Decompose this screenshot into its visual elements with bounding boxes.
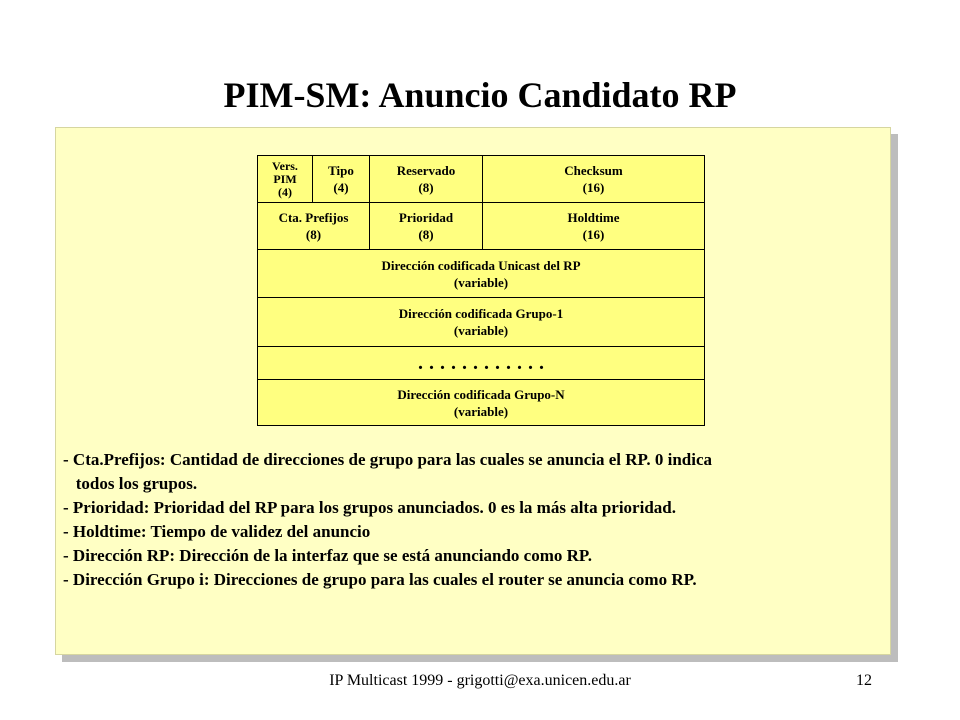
field-reserved bbox=[369, 155, 483, 203]
field-group-1-size: (variable) bbox=[453, 323, 509, 338]
footer-text: IP Multicast 1999 - grigotti@exa.unicen.edu.ar bbox=[329, 672, 631, 689]
page-number: 12 bbox=[856, 672, 872, 689]
description-line: - Dirección Grupo i: Direcciones de grupo para las cuales el router se anuncia como RP. bbox=[63, 570, 697, 589]
field-version-bits: (4) bbox=[278, 184, 292, 199]
field-type-name: Tipo bbox=[328, 163, 354, 178]
ellipsis-dots: ............ bbox=[418, 352, 550, 374]
field-rp-address-size: (variable) bbox=[453, 274, 509, 290]
field-group-n-name: Dirección codificada Grupo-N bbox=[397, 386, 565, 402]
field-priority-bits: (8) bbox=[418, 227, 434, 242]
field-prefix-count-bits: (8) bbox=[305, 227, 322, 242]
field-holdtime bbox=[482, 202, 705, 250]
field-holdtime-name: Holdtime bbox=[567, 210, 620, 225]
field-rp-address bbox=[257, 249, 705, 298]
field-prefix-count bbox=[257, 202, 370, 250]
description-line: todos los grupos. bbox=[63, 474, 198, 493]
field-checksum-bits: (16) bbox=[582, 180, 605, 195]
field-reserved-bits: (8) bbox=[418, 180, 434, 195]
description-line: - Dirección RP: Dirección de la interfaz que se está anunciando como RP. bbox=[63, 546, 592, 565]
field-ellipsis bbox=[257, 346, 705, 380]
field-priority bbox=[369, 202, 483, 250]
field-group-n bbox=[257, 379, 705, 426]
field-version-pim bbox=[257, 155, 313, 203]
field-type bbox=[312, 155, 370, 203]
field-reserved-name: Reservado bbox=[396, 163, 456, 178]
field-type-bits: (4) bbox=[333, 180, 349, 195]
field-prefix-count-name: Cta. Prefijos bbox=[278, 210, 349, 225]
description-line: - Cta.Prefijos: Cantidad de direcciones de grupo para las cuales se anuncia el RP. 0 indica bbox=[63, 450, 712, 469]
field-checksum-name: Checksum bbox=[564, 163, 623, 178]
field-checksum bbox=[482, 155, 705, 203]
field-descriptions bbox=[63, 448, 893, 592]
field-holdtime-bits: (16) bbox=[582, 227, 605, 242]
description-line: - Holdtime: Tiempo de validez del anuncio bbox=[63, 522, 371, 541]
field-priority-name: Prioridad bbox=[398, 210, 454, 225]
field-version-line1: Vers. bbox=[272, 158, 298, 173]
field-rp-address-name: Dirección codificada Unicast del RP bbox=[381, 257, 581, 273]
field-version-line2: PIM bbox=[273, 171, 297, 186]
description-line: - Prioridad: Prioridad del RP para los grupos anunciados. 0 es la más alta prioridad. bbox=[63, 498, 676, 517]
slide-title: PIM-SM: Anuncio Candidato RP bbox=[223, 75, 737, 115]
field-group-1 bbox=[257, 297, 705, 347]
field-group-n-size: (variable) bbox=[453, 403, 509, 419]
field-group-1-name: Dirección codificada Grupo-1 bbox=[398, 306, 564, 321]
